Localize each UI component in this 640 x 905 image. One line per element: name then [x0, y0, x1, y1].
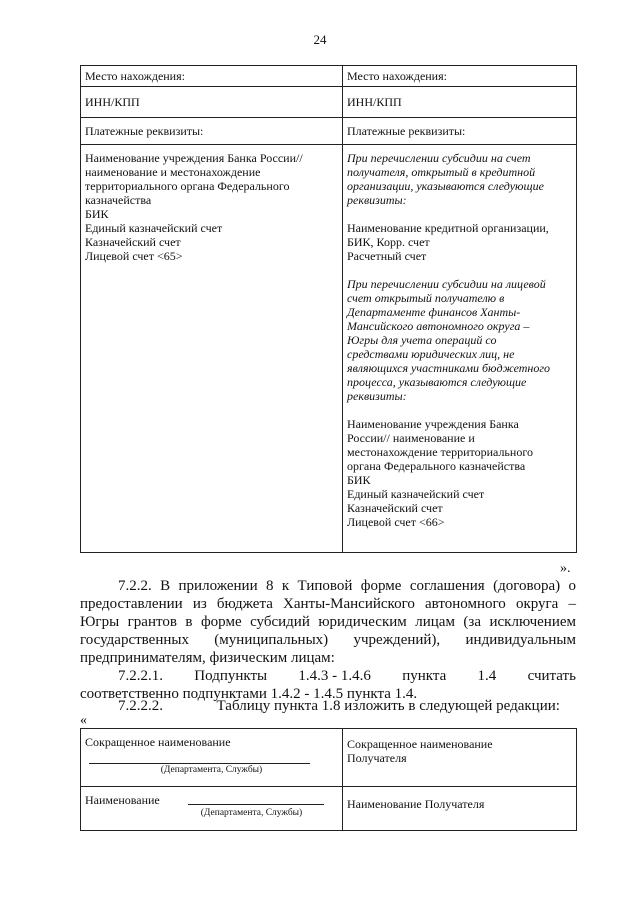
italic-note-line: счет открытый получателю в	[347, 291, 505, 305]
table-row	[81, 787, 577, 831]
table-row	[81, 118, 577, 145]
full-name-cell	[81, 787, 343, 831]
fill-line	[188, 796, 324, 805]
table-cell: ИНН/КПП	[81, 87, 343, 118]
short-name-label: Сокращенное наименование	[85, 735, 231, 749]
table-cell: Место нахождения:	[81, 66, 343, 87]
italic-note-line: средствами юридических лиц, не	[347, 347, 515, 361]
requisites-table	[80, 65, 577, 553]
recipient-short-name-line: Сокращенное наименование	[347, 737, 493, 751]
detail-line: Казначейский счет	[85, 235, 181, 249]
paragraph-word: пункта	[402, 668, 447, 684]
paragraph-line: предоставлении из бюджета Ханты-Мансийского автономного округа –	[80, 596, 576, 612]
field-caption: (Департамента, Службы)	[160, 765, 263, 775]
paragraph-number: 7.2.2.2.	[118, 698, 163, 714]
detail-line: наименование и местонахождение	[85, 165, 261, 179]
closing-quote: ».	[560, 561, 571, 576]
detail-line: России// наименование и	[347, 431, 475, 445]
detail-line: Лицевой счет <66>	[347, 515, 445, 529]
opening-quote: «	[80, 713, 87, 728]
detail-line: БИК	[347, 473, 371, 487]
italic-note-line: реквизиты:	[347, 389, 407, 403]
bank-details-right	[343, 145, 577, 553]
italic-note-line: Мансийского автономного округа –	[347, 319, 530, 333]
paragraph-word: считать	[527, 668, 576, 684]
detail-line: Расчетный счет	[347, 249, 427, 263]
paragraph-line: соответственно подпунктами 1.4.2 - 1.4.5 пункта 1.4.	[80, 686, 418, 702]
field-caption: (Департамента, Службы)	[200, 808, 303, 818]
detail-line: БИК	[85, 207, 109, 221]
full-name-label: Наименование	[85, 793, 160, 807]
table-row	[81, 729, 577, 787]
italic-note-line: получателя, открытый в кредитной	[347, 165, 536, 179]
detail-line: Наименование кредитной организации,	[347, 221, 549, 235]
recipient-short-name-cell	[343, 729, 577, 787]
paragraph-line: 7.2.2. В приложении 8 к Типовой форме соглашения (договора) о	[118, 578, 576, 594]
short-name-cell	[81, 729, 343, 787]
italic-note-line: реквизиты:	[347, 193, 407, 207]
recipient-name-cell: Наименование Получателя	[343, 787, 577, 831]
paragraph-7-2-2	[80, 577, 576, 667]
detail-line: Лицевой счет <65>	[85, 249, 183, 263]
table-cell: Место нахождения:	[343, 66, 577, 87]
italic-note-line: являющихся участниками бюджетного	[347, 361, 551, 375]
detail-line: органа Федерального казначейства	[347, 459, 526, 473]
detail-line: Наименование учреждения Банка России//	[85, 151, 303, 165]
paragraph-line: предпринимателям, физическим лицам:	[80, 650, 335, 666]
italic-note-line: При перечислении субсидии на лицевой	[347, 277, 546, 291]
detail-line: местонахождение территориального	[347, 445, 533, 459]
table-cell: ИНН/КПП	[343, 87, 577, 118]
paragraph-number: 7.2.2.1.	[118, 668, 163, 684]
detail-line: Наименование учреждения Банка	[347, 417, 519, 431]
paragraph-word: 1.4	[477, 668, 497, 684]
table-cell: Платежные реквизиты:	[343, 118, 577, 145]
detail-line: казначейства	[85, 193, 152, 207]
paragraph-line: Югры грантов в форме субсидий юридическим лицам (за исключением	[80, 614, 576, 630]
paragraph-word: Подпункты	[194, 668, 268, 684]
recipient-short-name-line: Получателя	[347, 751, 407, 765]
fill-line	[89, 755, 310, 764]
detail-line: БИК, Корр. счет	[347, 235, 430, 249]
italic-note-line: Департаменте финансов Ханты-	[347, 305, 521, 319]
paragraph-word: 1.4.3 - 1.4.6	[298, 668, 371, 684]
names-table	[80, 728, 577, 831]
paragraph-line: государственных (муниципальных) учреждений), индивидуальным	[80, 632, 576, 648]
bank-details-left	[81, 145, 343, 553]
detail-line: территориального органа Федерального	[85, 179, 290, 193]
table-row	[81, 145, 577, 553]
italic-note-line: организации, указываются следующие	[347, 179, 544, 193]
detail-line: Единый казначейский счет	[85, 221, 223, 235]
table-row	[81, 87, 577, 118]
page-number: 24	[313, 32, 327, 47]
detail-line: Казначейский счет	[347, 501, 443, 515]
table-row	[81, 66, 577, 87]
detail-line: Единый казначейский счет	[347, 487, 485, 501]
italic-note-line: процесса, указываются следующие	[347, 375, 527, 389]
italic-note-line: Югры для учета операций со	[347, 333, 497, 347]
paragraph-7-2-2-2	[80, 697, 576, 715]
paragraph-text: Таблицу пункта 1.8 изложить в следующей редакции:	[216, 698, 560, 714]
italic-note-line: При перечислении субсидии на счет	[347, 151, 531, 165]
table-cell: Платежные реквизиты:	[81, 118, 343, 145]
